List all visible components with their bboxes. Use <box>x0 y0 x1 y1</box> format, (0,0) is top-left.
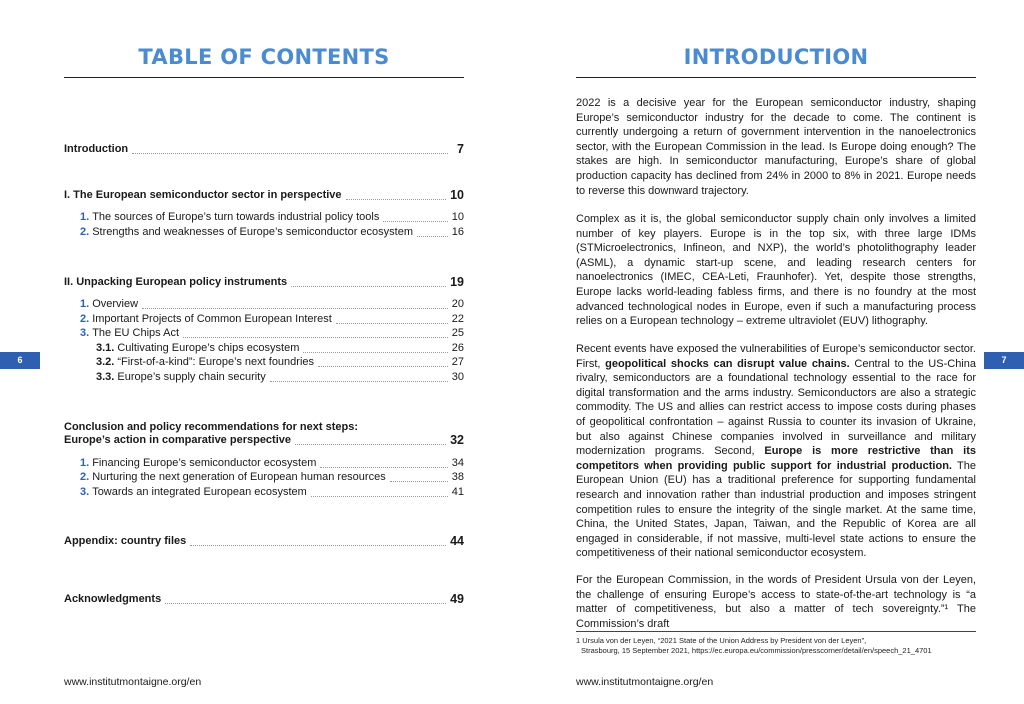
title-rule <box>64 77 464 78</box>
toc-page: 44 <box>450 534 464 548</box>
toc-page: 19 <box>450 275 464 289</box>
toc-num: 3. <box>80 486 90 498</box>
toc-entry-conclusion-2[interactable] <box>80 471 464 484</box>
footnote-line-2[interactable]: Strasbourg, 15 September 2021, https://ec.europa.eu/commission/presscorner/detail/en/speech_21_4701 <box>581 646 932 655</box>
footnote-line-1: 1 Ursula von der Leyen, “2021 State of the Union Address by President von der Leyen”, <box>576 636 867 645</box>
toc-num: 2. <box>80 226 90 238</box>
toc-leader <box>291 286 446 287</box>
toc-label: II. Unpacking European policy instruments <box>64 276 288 288</box>
toc-page: 38 <box>451 471 464 483</box>
toc-entry-part2-3-2[interactable] <box>96 356 464 369</box>
toc-entry-part1-1[interactable] <box>80 211 464 224</box>
intro-paragraph-2: Complex as it is, the global semiconductor supply chain only involves a limited number of key players. Europe is in the top six, with three large IDMs (STMicroelectronics, Infineon, and NXP), the world’s photolithography leader (ASML), a dynamic start-up scene, and leading research centers for nanoelectronics (IMEC, CEA-Leti, Fraunhofer). Yet, despite those strengths, Europe lacks world-leading fabless firms, and there is no foundry at the most advanced technological nodes in Europe, even if such a manufacturing process relies on a European technology – extreme ultraviolet (EUV) lithography. <box>576 213 976 328</box>
toc-page: 16 <box>451 226 464 238</box>
bold-run: Europe is more restrictive than its competitors when providing public support for industrial production. <box>576 445 976 472</box>
toc-leader <box>190 545 446 546</box>
toc-title: TABLE OF CONTENTS <box>138 45 390 69</box>
page-number-tab: 7 <box>984 352 1024 369</box>
toc-leader <box>320 467 447 468</box>
toc-num: 1. <box>80 298 90 310</box>
right-page <box>512 0 1024 704</box>
toc-num: 2. <box>80 471 90 483</box>
toc-entry-part1-2[interactable] <box>80 226 464 239</box>
toc-label: Introduction <box>64 143 129 155</box>
toc-label: I. The European semiconductor sector in perspective <box>64 189 342 201</box>
toc-label: Acknowledgments <box>64 593 162 605</box>
toc-page: 41 <box>451 486 464 498</box>
toc-entry-appendix[interactable] <box>64 535 464 548</box>
toc-leader <box>132 153 448 154</box>
toc-num: 2. <box>80 313 90 325</box>
intro-paragraph-4: For the European Commission, in the words of President Ursula von der Leyen, the challenge of ensuring Europe’s access to state-of-the-art technology is “a matter of competitiveness, but also a matter of tech sovereignty.”¹ The Commission’s draft <box>576 574 976 630</box>
text-run: The European Union (EU) has a traditional preference for supporting fundamental research and innovation rather than industrial production and imposes stringent competition rules to ensure the integrity of the single market. At the same time, China, the United States, Japan, Taiwan, and the Republic of Korea are all engaged in considerable, if not massive, multi-level state actions to ensure the competitiveness of their national semiconductor ecosystem. <box>576 459 976 560</box>
toc-entry-introduction[interactable] <box>64 143 464 156</box>
footer-url[interactable]: www.institutmontaigne.org/en <box>576 676 714 688</box>
toc-leader <box>390 481 448 482</box>
footer-url[interactable]: www.institutmontaigne.org/en <box>64 676 202 688</box>
footnote <box>576 636 976 656</box>
text-run: Central to the US-China rivalry, semiconductors are a foundational technology essential to the race for digital transformation and the arms industry. Semiconductors are also a strategic commodity. The US and allies can restrict access to impose costs during phases of geopolitical confrontation – against Russia to counter its invasion of Ukraine, but also against Chinese companies involved in surveillance and military modernization programs. Second, <box>576 357 976 458</box>
intro-paragraph-3 <box>576 342 976 561</box>
toc-page: 25 <box>451 327 464 339</box>
toc-leader <box>295 444 446 445</box>
toc-num: 3.3. <box>96 371 115 383</box>
toc-page: 26 <box>451 342 464 354</box>
toc-label: Europe’s supply chain security <box>117 371 266 383</box>
toc-leader <box>346 199 447 200</box>
toc-entry-part2-2[interactable] <box>80 313 464 326</box>
toc-entry-part2-3-3[interactable] <box>96 371 464 384</box>
toc-entry-part2-1[interactable] <box>80 298 464 311</box>
toc-label: Financing Europe’s semiconductor ecosystem <box>92 457 317 469</box>
toc-label: The sources of Europe’s turn towards industrial policy tools <box>92 211 380 223</box>
toc-page: 7 <box>457 142 464 156</box>
toc-entry-conclusion-1[interactable] <box>80 457 464 470</box>
toc-label: Towards an integrated European ecosystem <box>92 486 307 498</box>
toc-page: 34 <box>451 457 464 469</box>
toc-page: 32 <box>450 433 464 447</box>
toc-page: 30 <box>451 371 464 383</box>
footnote-rule <box>576 631 976 632</box>
toc-num: 1. <box>80 457 90 469</box>
text-run: Recent events have exposed the vulnerabilities of Europe’s semiconductor sector. First, <box>576 343 976 370</box>
toc-leader <box>318 366 448 367</box>
toc-entry-acknowledgments[interactable] <box>64 593 464 606</box>
toc-page: 49 <box>450 592 464 606</box>
toc-label: Important Projects of Common European Interest <box>92 313 332 325</box>
intro-paragraph-1: 2022 is a decisive year for the European semiconductor industry, shaping Europe’s semiconductor industry for the decade to come. The continent is currently undergoing a return of government intervention in the nanoelectronics sector, with the European Commission in the lead. Is Europe doing enough? The stakes are high. In semiconductor manufacturing, Europe’s share of global production capacity has declined from 24% in 2000 to 8% in 2021. Europe needs to reverse this downward trajectory. <box>576 97 976 197</box>
toc-entry-part2-3[interactable] <box>80 327 464 340</box>
intro-title: INTRODUCTION <box>683 45 869 69</box>
toc-num: 1. <box>80 211 90 223</box>
toc-label: Overview <box>92 298 139 310</box>
toc-leader <box>183 337 448 338</box>
toc-label: Nurturing the next generation of European human resources <box>92 471 386 483</box>
toc-label: “First-of-a-kind”: Europe’s next foundries <box>117 356 315 368</box>
toc-conclusion-line1: Conclusion and policy recommendations for next steps: <box>64 421 358 433</box>
toc-leader <box>336 323 448 324</box>
toc-label: Europe’s action in comparative perspective <box>64 434 292 446</box>
toc-leader <box>311 496 448 497</box>
toc-page: 22 <box>451 313 464 325</box>
toc-leader <box>417 236 448 237</box>
toc-label: Strengths and weaknesses of Europe’s semiconductor ecosystem <box>92 226 413 238</box>
toc-page: 27 <box>451 356 464 368</box>
page-number-tab: 6 <box>0 352 40 369</box>
toc-entry-part1[interactable] <box>64 189 464 202</box>
bold-run: geopolitical shocks can disrupt value chains. <box>605 357 850 370</box>
toc-num: 3.1. <box>96 342 115 354</box>
toc-page: 10 <box>450 188 464 202</box>
toc-num: 3. <box>80 327 90 339</box>
toc-entry-part2[interactable] <box>64 276 464 289</box>
title-rule <box>576 77 976 78</box>
toc-label: The EU Chips Act <box>92 327 180 339</box>
toc-leader <box>270 381 448 382</box>
toc-label: Cultivating Europe’s chips ecosystem <box>117 342 300 354</box>
toc-leader <box>165 603 446 604</box>
toc-page: 10 <box>451 211 464 223</box>
toc-entry-conclusion[interactable] <box>64 434 464 447</box>
toc-label: Appendix: country files <box>64 535 187 547</box>
toc-leader <box>383 221 447 222</box>
toc-num: 3.2. <box>96 356 115 368</box>
toc-leader <box>303 352 447 353</box>
toc-entry-conclusion-3[interactable] <box>80 486 464 499</box>
toc-page: 20 <box>451 298 464 310</box>
toc-leader <box>142 308 448 309</box>
toc-entry-part2-3-1[interactable] <box>96 342 464 355</box>
